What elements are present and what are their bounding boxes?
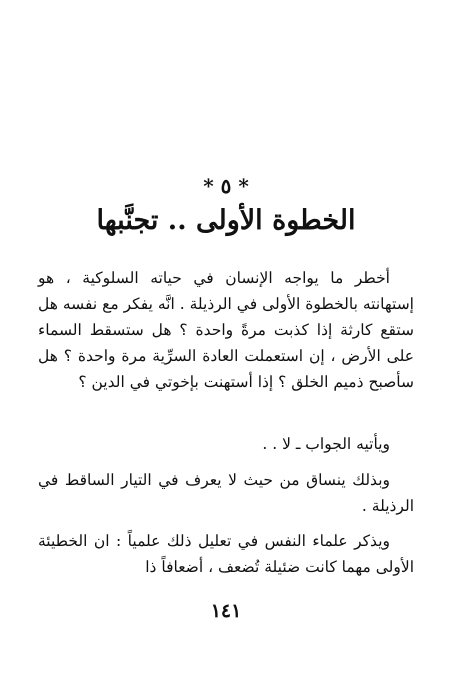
page-number: ١٤١ xyxy=(210,600,242,622)
paragraph: وبذلك ينساق من حيث لا يعرف في التيار الساقط في الرذيلة . xyxy=(38,471,414,515)
section-marker: * ٥ * xyxy=(203,174,249,198)
section-title: الخطوة الأولى .. تجنَّبها xyxy=(96,205,356,236)
paragraph: ويذكر علماء النفس في تعليل ذلك علمياً : ان الخطيئة الأولى مهما كانت ضئيلة تُضعف ، أضعافاً ذا xyxy=(38,532,414,576)
paragraph: ويأتيه الجواب ـ لا . . xyxy=(262,435,390,453)
paragraph: أخطر ما يواجه الإنسان في حياته السلوكية ، هو إستهانته بالخطوة الأولى في الرذيلة . انَّه يفكر مع نفسه هل ستقع كارثة إذا كذبت مرةً واحدة ؟ هل ستسقط السماء على الأرض ، إن استعملت العادة السرِّية مرة واحدة ؟ هل سأصبح ذميم الخلق ؟ إذا أستهنت بإخوتي في الدين ؟ xyxy=(38,269,414,391)
